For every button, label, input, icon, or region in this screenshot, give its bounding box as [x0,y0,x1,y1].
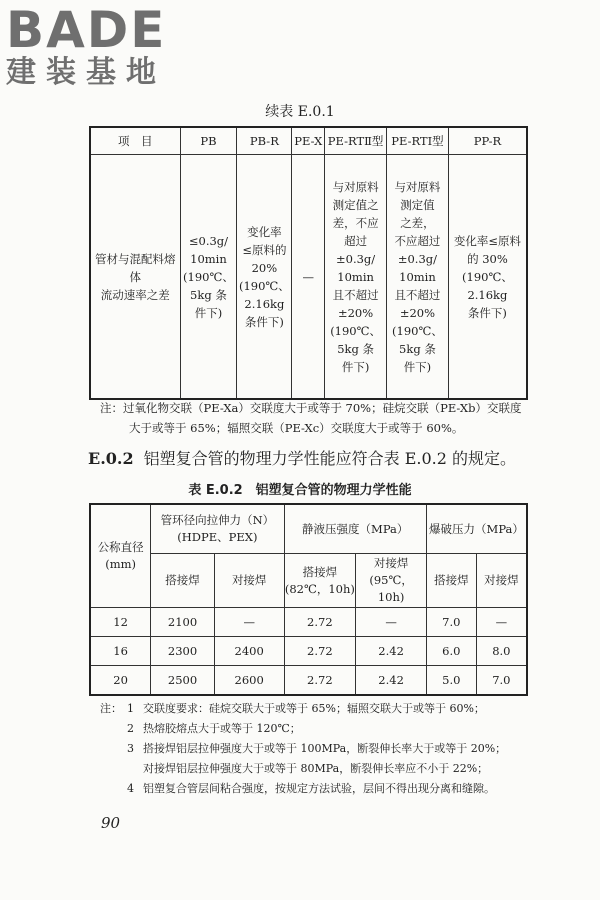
table1-title: 续表 E.0.1 [265,104,335,120]
table1-row [90,155,527,400]
note-item: 注： 1 交联度要求：硅烷交联大于或等于 65%；辐照交联大于或等于 60%； [100,699,540,719]
table1 [89,126,528,400]
table-row: 12 2100 — 2.72 — 7.0 — [90,608,527,637]
table1-cell-pert2: 与对原料 测定值之 差，不应 超过 ±0.3g/ 10min 且不超过 ±20% (190℃、 5kg 条 件下) [325,155,387,400]
table1-note-line: 注：过氧化物交联（PE-Xa）交联度大于或等于 70%；硅烷交联（PE-Xb）交联度 [100,401,522,415]
table1-cell-pex: — [292,155,325,400]
table2-sub-burst-lap: 搭接焊 [426,554,476,608]
table1-note-line: 大于或等于 65%；辐照交联（PE-Xc）交联度大于或等于 60%。 [129,421,464,435]
table1-note [100,398,540,438]
notes-label: 注： [100,702,122,715]
note-item: 2 热熔胶熔点大于或等于 120℃； [127,722,301,735]
logo-wordmark: BADE [6,1,167,59]
table2-notes [100,699,540,799]
table2-sub-tensile-butt: 对接焊 [214,554,284,608]
logo-subtitle: 建装基地 [6,55,166,90]
table2-sub-tensile-lap: 搭接焊 [151,554,215,608]
note-item: 4 铝塑复合管层间粘合强度，按规定方法试验，层间不得出现分离和缝隙。 [127,782,495,795]
table2-header-diameter: 公称直径 (mm) [90,504,151,608]
table-row: 16 2300 2400 2.72 2.42 6.0 8.0 [90,637,527,666]
section-text: 铝塑复合管的物理力学性能应符合表 E.0.2 的规定。 [143,449,516,468]
brand-logo [6,1,167,90]
table1-cell-pb: ≤0.3g/ 10min (190℃、 5kg 条 件下) [180,155,237,400]
table1-cell-pert1: 与对原料 测定值 之差， 不应超过 ±0.3g/ 10min 且不超过 ±20% (190℃、 5kg 条 件下) [387,155,449,400]
table-row: 20 2500 2600 2.72 2.42 5.0 7.0 [90,666,527,696]
table2 [89,503,528,696]
page-number: 90 [101,814,121,832]
table1-header-item: 项 目 [90,127,180,155]
table2-header-tensile: 管环径向拉伸力（N） (HDPE、PEX) [151,504,284,554]
table1-header-pert2: PE-RTⅡ型 [325,127,387,155]
note-item: 对接焊铝层拉伸强度大于或等于 80MPa，断裂伸长率应不小于 22%； [143,762,489,775]
table1-header-pbr: PB-R [237,127,292,155]
table1-cell-pbr: 变化率 ≤原料的 20% (190℃、 2.16kg 条件下) [237,155,292,400]
table1-header-row [90,127,527,155]
table1-cell-item: 管材与混配料熔体 流动速率之差 [90,155,180,400]
table1-header-pex: PE-X [292,127,325,155]
table2-header-burst: 爆破压力（MPa） [426,504,527,554]
table2-title: 表 E.0.2 铝塑复合管的物理力学性能 [188,483,412,498]
table1-cell-ppr: 变化率≤原料 的 30% (190℃、 2.16kg 条件下) [448,155,527,400]
table2-header-hydro: 静液压强度（MPa） [284,504,426,554]
table2-sub-burst-butt: 对接焊 [476,554,527,608]
section-number: E.0.2 [88,449,134,468]
table1-header-ppr: PP-R [448,127,527,155]
table1-header-pb: PB [180,127,237,155]
table2-sub-hydro-lap: 搭接焊 (82℃，10h) [284,554,356,608]
note-item: 3 搭接焊铝层拉伸强度大于或等于 100MPa，断裂伸长率大于或等于 20%； [127,742,507,755]
table2-header-row [90,504,527,554]
table1-header-pert1: PE-RTⅠ型 [387,127,449,155]
table2-sub-hydro-butt: 对接焊 (95℃，10h) [356,554,427,608]
section-heading [88,449,516,469]
table2-subheader-row [90,554,527,608]
